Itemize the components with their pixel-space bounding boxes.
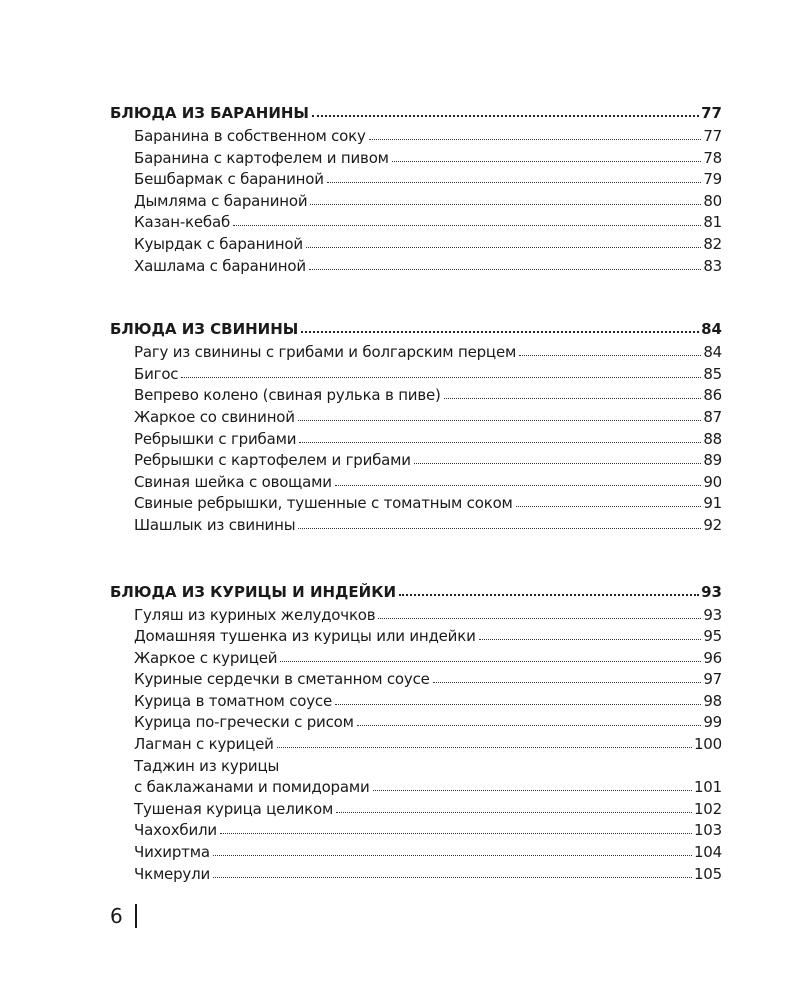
toc-section-chicken-turkey — [110, 580, 722, 886]
dot-leader — [312, 115, 699, 117]
toc-heading[interactable] — [110, 317, 722, 341]
toc-entry-page: 85 — [703, 364, 722, 383]
toc-entry[interactable] — [110, 342, 722, 364]
page-number-value: 6 — [110, 904, 123, 928]
toc-entry-title: Курица по-гречески с рисом — [134, 713, 354, 732]
toc-entry-title: Свиные ребрышки, тушенные с томатным соком — [134, 494, 513, 513]
toc-entry-title: Тушеная курица целиком — [134, 799, 334, 818]
toc-entry-page: 84 — [703, 343, 722, 362]
toc-entry-first-line[interactable] — [110, 756, 722, 778]
toc-entry-title: Рагу из свинины с грибами и болгарским перцем — [134, 343, 517, 362]
dot-leader — [301, 331, 699, 333]
toc-entry-page: 98 — [703, 691, 722, 710]
dot-leader — [309, 269, 701, 270]
toc-entry-title: Жаркое с курицей — [134, 648, 278, 667]
toc-heading-page: 77 — [701, 104, 722, 122]
toc-entry[interactable] — [110, 364, 722, 386]
dot-leader — [336, 812, 692, 813]
toc-entry-page: 81 — [703, 213, 722, 232]
toc-heading[interactable] — [110, 580, 722, 604]
toc-entry-title: Жаркое со свининой — [134, 407, 295, 426]
toc-entry-page: 100 — [693, 735, 722, 754]
toc-entry-page: 77 — [703, 127, 722, 145]
toc-entry[interactable] — [110, 734, 722, 756]
toc-entry[interactable] — [110, 864, 722, 886]
dot-leader — [335, 485, 702, 486]
dot-leader — [233, 225, 701, 226]
toc-entry-page: 105 — [693, 864, 722, 883]
toc-entry-page: 93 — [703, 605, 722, 624]
toc-entry[interactable] — [110, 777, 722, 799]
dot-leader — [213, 855, 692, 856]
toc-entry[interactable] — [110, 493, 722, 515]
toc-heading-title: БЛЮДА ИЗ СВИНИНЫ — [110, 320, 299, 339]
toc-entry-title: Шашлык из свинины — [134, 515, 296, 534]
dot-leader — [369, 139, 702, 140]
page-number — [110, 904, 137, 928]
toc-entry-title: Баранина в собственном соку — [134, 127, 366, 145]
folio-rule — [135, 904, 137, 928]
toc-entry[interactable] — [110, 515, 722, 537]
dot-leader — [378, 618, 701, 619]
toc-entry-title: Курица в томатном соусе — [134, 691, 332, 710]
dot-leader — [516, 506, 702, 507]
toc-entry-page: 88 — [703, 429, 722, 448]
toc-entry-page: 79 — [703, 170, 722, 189]
toc-entry-title: Ребрышки с грибами — [134, 429, 297, 448]
toc-entry-page: 97 — [703, 670, 722, 689]
dot-leader — [444, 398, 702, 399]
toc-entry-page: 78 — [703, 148, 722, 167]
toc-entry[interactable] — [110, 450, 722, 472]
toc-entry-title: Вепрево колено (свиная рулька в пиве) — [134, 386, 441, 405]
toc-entry-title: Бешбармак с бараниной — [134, 170, 324, 189]
toc-entry-title: Дымляма с бараниной — [134, 191, 308, 210]
dot-leader — [414, 463, 701, 464]
toc-heading[interactable] — [110, 101, 722, 125]
toc-entry[interactable] — [110, 429, 722, 451]
toc-entry-page: 82 — [703, 234, 722, 253]
dot-leader — [280, 661, 701, 662]
dot-leader — [399, 594, 699, 596]
toc-entry[interactable] — [110, 256, 722, 278]
dot-leader — [479, 639, 702, 640]
dot-leader — [298, 528, 701, 529]
toc-entry-title: Чихиртма — [134, 843, 210, 862]
toc-entry-page: 92 — [703, 515, 722, 534]
toc-entry-page: 99 — [703, 713, 722, 732]
dot-leader — [310, 204, 701, 205]
toc-entry-page: 102 — [693, 799, 722, 818]
toc-heading-page: 93 — [701, 582, 722, 601]
toc-entry[interactable] — [110, 842, 722, 864]
toc-entry-page: 103 — [693, 821, 722, 840]
table-of-contents — [110, 101, 722, 925]
dot-leader — [298, 420, 701, 421]
toc-entry-title: Таджин из курицы — [134, 756, 280, 775]
toc-entry[interactable] — [110, 648, 722, 670]
dot-leader — [433, 682, 702, 683]
toc-entry-title: Хашлама с бараниной — [134, 256, 306, 275]
toc-entry-title: Гуляш из куриных желудочков — [134, 605, 376, 624]
toc-heading-title: БЛЮДА ИЗ БАРАНИНЫ — [110, 104, 309, 122]
toc-entry[interactable] — [110, 191, 722, 213]
toc-entry-page: 96 — [703, 648, 722, 667]
toc-heading-title: БЛЮДА ИЗ КУРИЦЫ И ИНДЕЙКИ — [110, 582, 397, 601]
dot-leader — [335, 704, 701, 705]
toc-entry-title: Лагман с курицей — [134, 735, 274, 754]
toc-entry-title: Казан-кебаб — [134, 213, 231, 232]
dot-leader — [392, 161, 702, 162]
toc-entry[interactable] — [110, 669, 722, 691]
toc-entry[interactable] — [110, 626, 722, 648]
toc-entry-page: 90 — [703, 472, 722, 491]
toc-entry[interactable] — [110, 212, 722, 234]
dot-leader — [299, 442, 701, 443]
toc-entry[interactable] — [110, 605, 722, 627]
toc-entry-title: Куриные сердечки в сметанном соусе — [134, 670, 430, 689]
toc-entry[interactable] — [110, 820, 722, 842]
dot-leader — [357, 725, 702, 726]
toc-entry-title: с баклажанами и помидорами — [134, 778, 370, 797]
toc-entry[interactable] — [110, 691, 722, 713]
toc-entry-title: Свиная шейка с овощами — [134, 472, 332, 491]
toc-entry-title: Баранина с картофелем и пивом — [134, 148, 389, 167]
toc-entry[interactable] — [110, 148, 722, 170]
dot-leader — [327, 182, 702, 183]
dot-leader — [306, 247, 701, 248]
dot-leader — [373, 790, 692, 791]
dot-leader — [277, 747, 692, 748]
toc-entry-page: 80 — [703, 191, 722, 210]
toc-entry-page: 91 — [703, 494, 722, 513]
toc-entry[interactable] — [110, 472, 722, 494]
toc-entry-page: 87 — [703, 407, 722, 426]
toc-entry[interactable] — [110, 234, 722, 256]
toc-entry-title: Бигос — [134, 364, 179, 383]
toc-entry-title: Домашняя тушенка из курицы или индейки — [134, 627, 476, 646]
toc-section-pork — [110, 317, 722, 536]
dot-leader — [181, 377, 701, 378]
toc-entry-title: Ребрышки с картофелем и грибами — [134, 451, 411, 470]
toc-entry-page: 83 — [703, 256, 722, 275]
toc-entry[interactable] — [110, 169, 722, 191]
toc-section-lamb — [110, 101, 722, 277]
toc-entry[interactable] — [110, 385, 722, 407]
toc-entry[interactable] — [110, 407, 722, 429]
dot-leader — [213, 877, 692, 878]
toc-entry[interactable] — [110, 799, 722, 821]
dot-leader — [519, 355, 701, 356]
toc-heading-page: 84 — [701, 320, 722, 339]
toc-entry-page: 101 — [693, 778, 722, 797]
toc-entry-page: 104 — [693, 843, 722, 862]
toc-entry[interactable] — [110, 126, 722, 148]
toc-entry-title: Куырдак с бараниной — [134, 234, 303, 253]
dot-leader — [220, 833, 692, 834]
toc-entry-title: Чахохбили — [134, 821, 217, 840]
toc-entry-page: 86 — [703, 386, 722, 405]
toc-entry-page: 95 — [703, 627, 722, 646]
toc-entry[interactable] — [110, 712, 722, 734]
toc-entry-title: Чкмерули — [134, 864, 211, 883]
toc-entry-page: 89 — [703, 451, 722, 470]
